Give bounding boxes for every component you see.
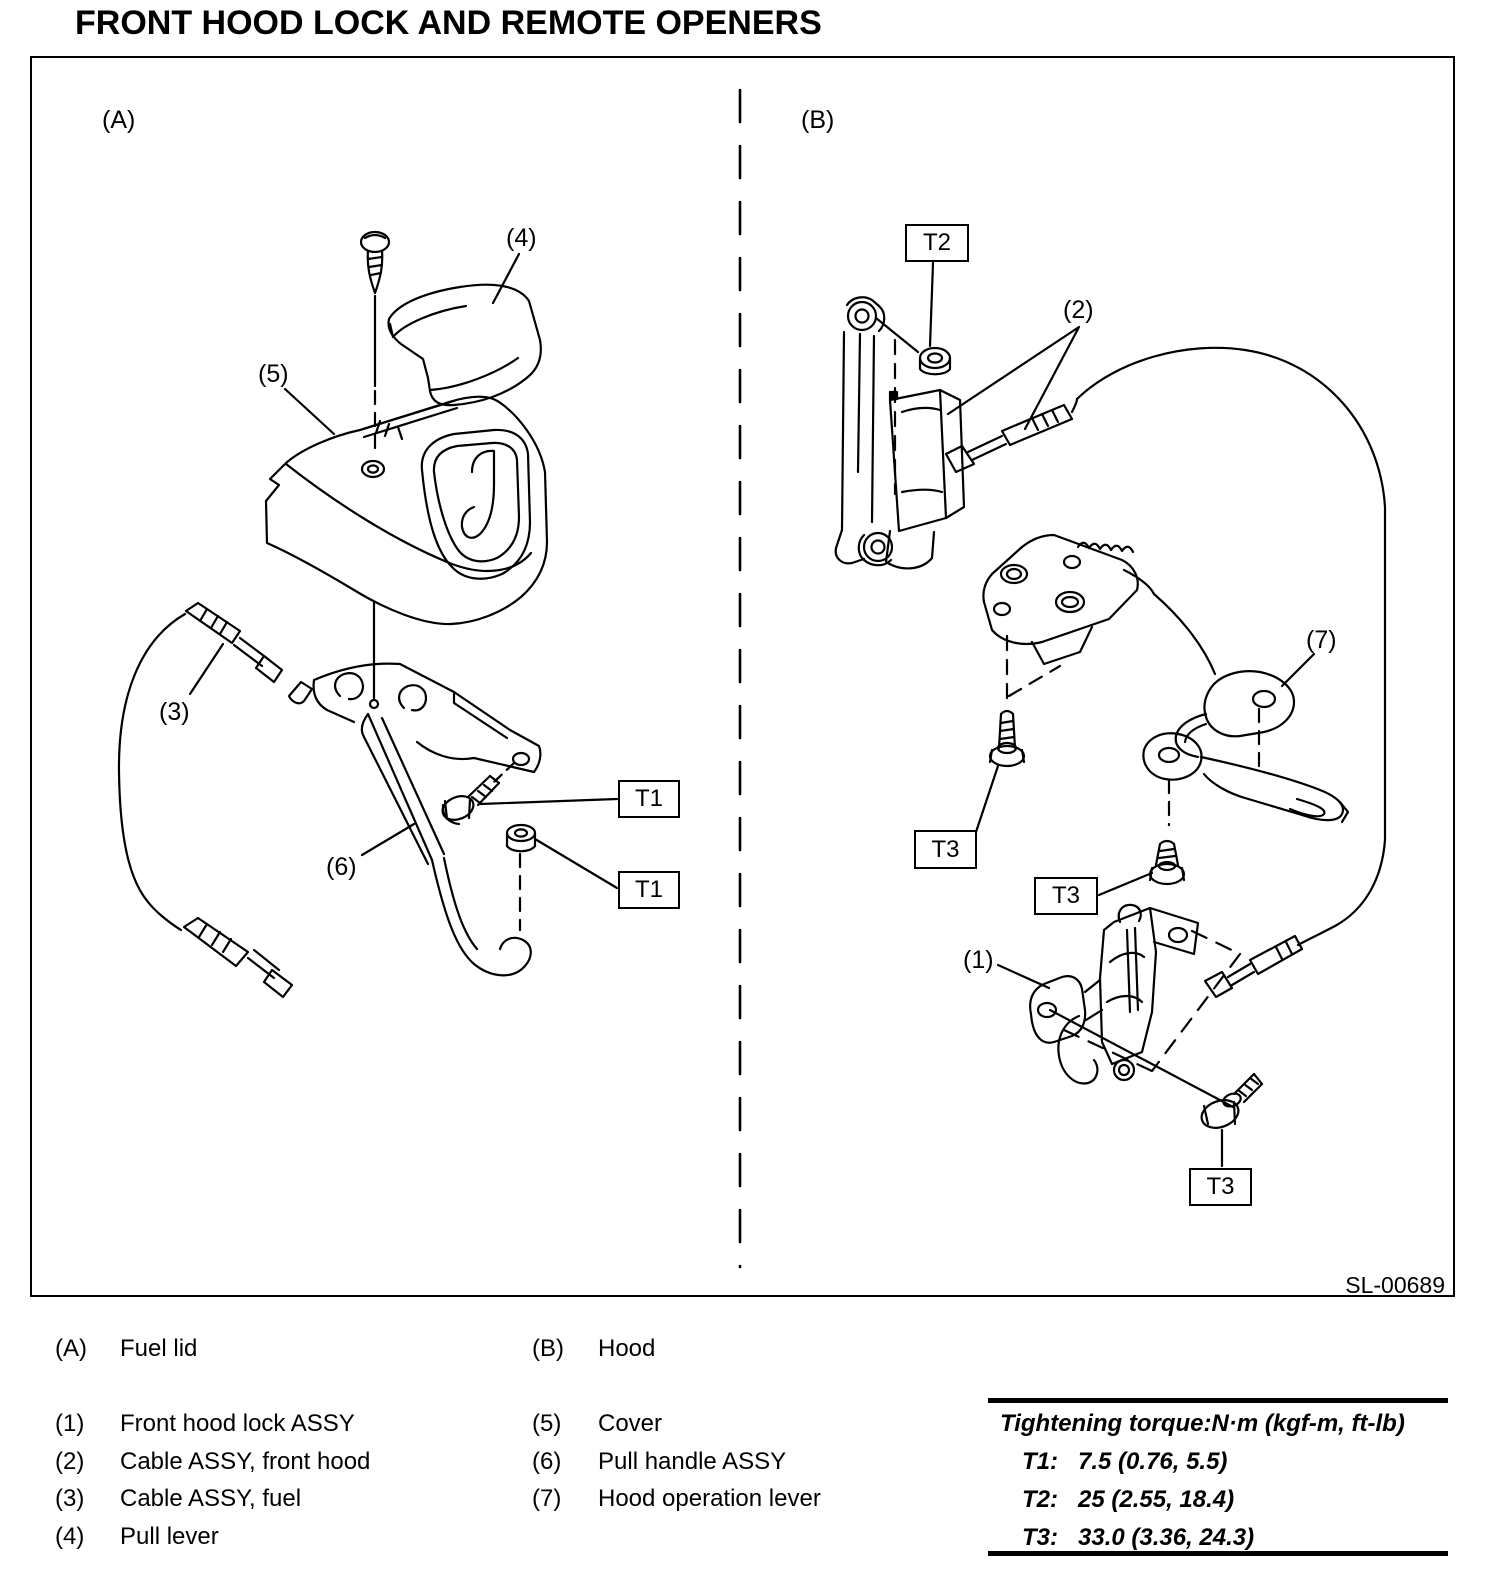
legend-ref-6: (6) (532, 1448, 562, 1475)
legend-ref-a: (A) (55, 1335, 87, 1362)
bolt-t3c-drawing (1198, 1074, 1262, 1166)
torque-tag-t3-lock: T3 (1189, 1168, 1252, 1206)
section-label-a: (A) (102, 106, 136, 134)
legend-name-b: Hood (598, 1335, 656, 1362)
legend-name-1: Front hood lock ASSY (120, 1410, 355, 1437)
legend-name-5: Cover (598, 1410, 663, 1437)
legend-ref-b: (B) (532, 1335, 564, 1362)
torque-row-t1-tag: T1: (1022, 1448, 1058, 1475)
legend-name-3: Cable ASSY, fuel (120, 1485, 302, 1512)
legend-ref-1: (1) (55, 1410, 85, 1437)
pull-handle-drawing (289, 664, 540, 976)
figure-code: SL-00689 (1345, 1272, 1445, 1298)
bolt-t3a-drawing (976, 711, 1024, 832)
torque-table-title: Tightening torque:N·m (kgf-m, ft-lb) (1000, 1410, 1405, 1437)
screw-t3b-drawing (1099, 841, 1184, 895)
callout-part-2: (2) (1063, 296, 1094, 324)
torque-tag-t1-nut: T1 (618, 871, 680, 909)
legend-ref-5: (5) (532, 1410, 562, 1437)
front-hood-cable-drawing (946, 327, 1385, 997)
legend-name-6: Pull handle ASSY (598, 1448, 787, 1475)
torque-tag-t3-lever: T3 (1034, 877, 1098, 915)
bolt-t1-drawing (439, 776, 617, 824)
callout-part-7: (7) (1306, 626, 1337, 654)
legend-ref-7: (7) (532, 1485, 562, 1512)
torque-tag-t3-bracket: T3 (914, 830, 977, 869)
torque-row-t2-value: 25 (2.55, 18.4) (1078, 1486, 1235, 1513)
diagram-frame (30, 56, 1455, 1297)
torque-tag-t2: T2 (905, 224, 969, 262)
pull-lever-drawing (389, 254, 541, 405)
legend-name-7: Hood operation lever (598, 1485, 821, 1512)
handle-screw-hole (370, 700, 378, 708)
section-label-b: (B) (801, 106, 835, 134)
legend-ref-2: (2) (55, 1448, 85, 1475)
legend-ref-3: (3) (55, 1485, 85, 1512)
hood-lock-bracket-drawing (983, 535, 1215, 698)
callout-part-4: (4) (506, 224, 537, 252)
legend-ref-4: (4) (55, 1523, 85, 1550)
nut-t1-drawing (507, 825, 617, 888)
page-title: FRONT HOOD LOCK AND REMOTE OPENERS (75, 4, 822, 42)
legend-name-2: Cable ASSY, front hood (120, 1448, 371, 1475)
legend-name-4: Pull lever (120, 1523, 219, 1550)
front-hood-lock-drawing (998, 905, 1240, 1107)
torque-row-t1-value: 7.5 (0.76, 5.5) (1078, 1448, 1228, 1475)
torque-table-bottom-rule (988, 1551, 1448, 1556)
callout-part-3: (3) (159, 698, 190, 726)
torque-tag-t1-bolt: T1 (618, 780, 680, 818)
cover-drawing (266, 389, 547, 624)
hood-operation-lever-drawing (1143, 654, 1348, 825)
exploded-view-diagram (32, 58, 1457, 1299)
torque-table (988, 1398, 1448, 1556)
torque-table-top-rule (988, 1398, 1448, 1403)
callout-part-5: (5) (258, 360, 289, 388)
legend-name-a: Fuel lid (120, 1335, 198, 1362)
hood-hinge-drawing (836, 263, 964, 568)
torque-row-t3-value: 33.0 (3.36, 24.3) (1078, 1524, 1255, 1551)
callout-part-6: (6) (326, 853, 357, 881)
torque-row-t2-tag: T2: (1022, 1486, 1058, 1513)
fuel-cable-drawing (119, 603, 292, 997)
torque-row-t3-tag: T3: (1022, 1524, 1058, 1551)
callout-part-1: (1) (963, 946, 994, 974)
